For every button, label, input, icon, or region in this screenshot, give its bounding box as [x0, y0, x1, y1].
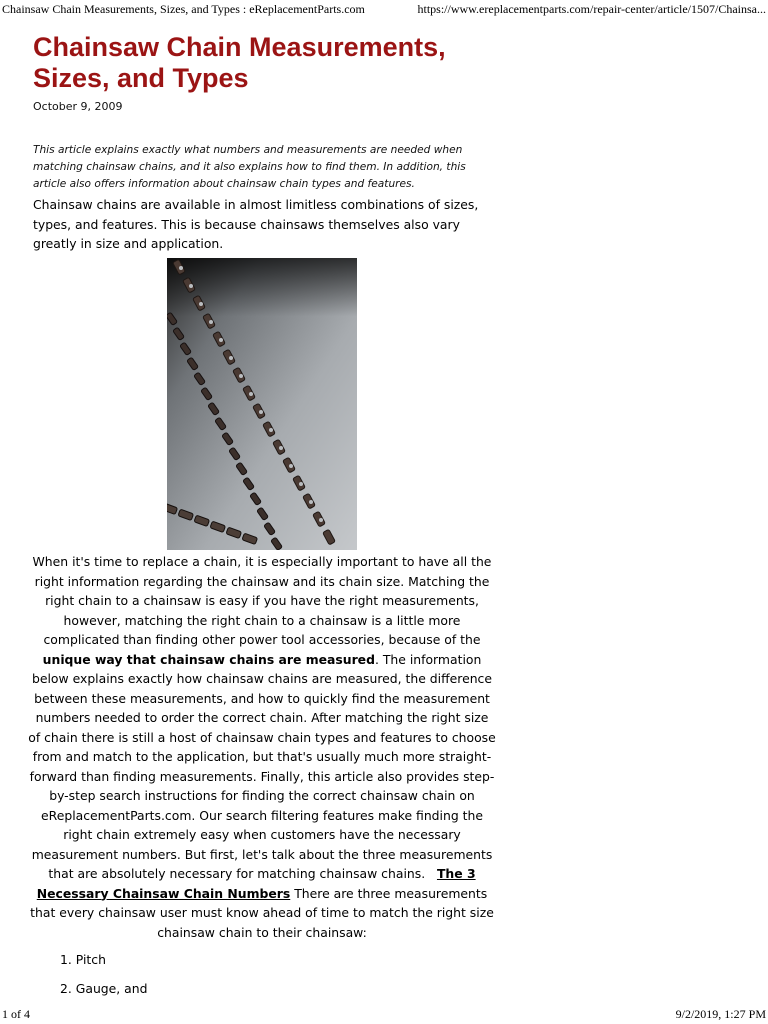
measurement-list — [60, 950, 148, 1008]
intro-paragraph: Chainsaw chains are available in almost limitless combinations of sizes, types, and features. This is because chainsaws themselves also vary greatly in size and application. — [33, 197, 479, 251]
list-item: 2. Gauge, and — [60, 981, 148, 996]
body-emphasis: unique way that chainsaw chains are measured — [42, 651, 375, 667]
body-text-part1: When it's time to replace a chain, it is especially important to have all the right information regarding the chainsaw and its chain size. Matching the right chain to a chainsaw is easy if you have the right measurements, however, matching the right chain to a chainsaw is a little more complicated than finding other power tool accessories, because of the — [32, 554, 492, 647]
body-text-part2: . The information below explains exactly how chainsaw chains are measured, the difference between these measurements, and how to quickly find the measurement numbers needed to order the correct chain. After matching the right size of chain there is still a host of chainsaw chain types and features to choose from and match to the application, but that's usually much more straight-forward than finding measurements. Finally, this article also provides step-by-step search instructions for finding the correct chainsaw chain on eReplacementParts.com. Our search filtering features make finding the right chain extremely easy when customers have the necessary measurement numbers. But first, let's talk about the three measurements that are absolutely necessary for matching chainsaw chains. — [28, 651, 496, 881]
chainsaw-chain-photo — [167, 258, 357, 550]
print-page-title: Chainsaw Chain Measurements, Sizes, and Types : eReplacementParts.com — [2, 2, 365, 16]
print-header — [0, 0, 768, 18]
print-footer — [0, 1006, 768, 1024]
list-item: 1. Pitch — [60, 952, 106, 967]
section-heading: The 3 Necessary Chainsaw Chain Numbers — [36, 866, 476, 901]
body-text-part3: There are three measurements that every chainsaw user must know ahead of time to match the right size chainsaw chain to their chainsaw: — [30, 885, 494, 940]
article-title: Chainsaw Chain Measurements, Sizes, and Types — [33, 32, 446, 93]
page-number: 1 of 4 — [2, 1007, 30, 1021]
print-datetime: 9/2/2019, 1:27 PM — [675, 1007, 766, 1021]
publish-date: October 9, 2009 — [33, 100, 123, 113]
print-page-url: https://www.ereplacementparts.com/repair-center/article/1507/Chainsa... — [417, 2, 766, 16]
article — [33, 32, 493, 254]
article-body — [28, 552, 496, 942]
article-summary: This article explains exactly what numbers and measurements are needed when matching chainsaw chains, and it also explains how to find them. In addition, this article also offers information about chainsaw chain types and features. — [33, 144, 466, 190]
